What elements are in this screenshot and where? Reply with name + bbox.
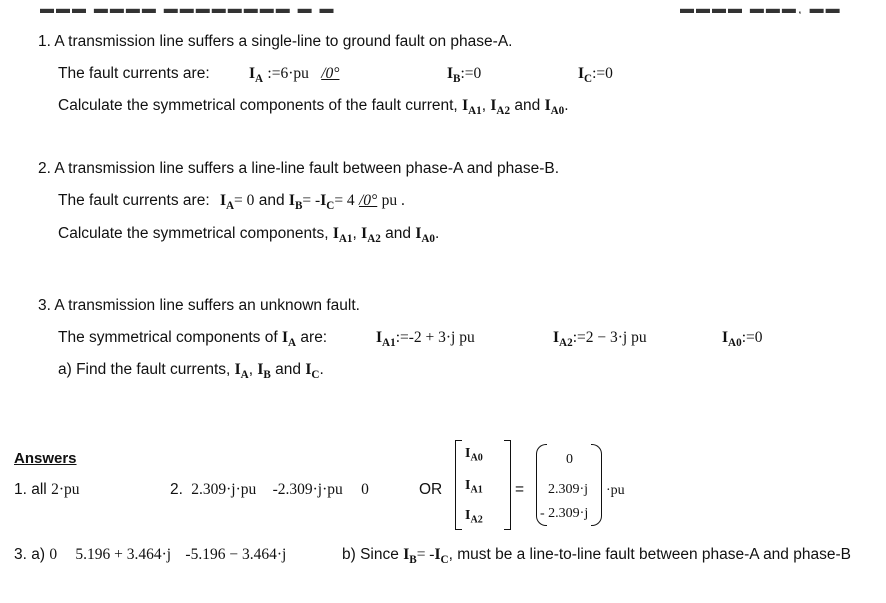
answer-1: 1. all 2·pu: [14, 481, 80, 498]
header-cut-right: ▬▬▬▬ ▬▬▬, ▬▬: [680, 0, 842, 14]
q3-number: 3.: [38, 297, 51, 314]
answers-heading: Answers: [14, 450, 77, 467]
q1-statement: A transmission line suffers a single-line to ground fault on phase-A.: [54, 33, 513, 50]
vector-equals: =: [515, 481, 525, 498]
q2-task: Calculate the symmetrical components, $I_{A1}$, $I_{A2}$ and $I_{A0}$.: [58, 225, 440, 245]
result-row-0: 0: [566, 452, 573, 467]
answer-2: 2. 2.309·j·pu -2.309·j·pu 0: [170, 481, 369, 498]
q1-number: 1.: [38, 33, 51, 50]
q3-ia1: $I_{A1}:=-2 + 3\cdot j$ pu: [376, 329, 475, 349]
q1-ib: $I_B:=0$: [447, 65, 482, 85]
q2-statement-line: [38, 160, 559, 178]
q1-ia: $I_A$ :=6·pu /0°: [249, 65, 340, 85]
q1-statement-line: [38, 33, 512, 51]
q1-currents-label: The fault currents are:: [58, 65, 210, 82]
q1-task: Calculate the symmetrical components of the fault current, $I_{A1}$, $I_{A2}$ and $I_{A0}$.: [58, 97, 569, 117]
result-unit: ·pu: [606, 483, 625, 498]
q1-ic: $I_C:=0$: [578, 65, 613, 85]
answer-3b: b) Since $I_B= -I_C$, must be a line-to-line fault between phase-A and phase-B: [342, 546, 851, 566]
q2-currents: The fault currents are: $I_A= 0$ and $I_B= -I_C= 4$ /0° pu .: [58, 192, 405, 212]
vector-left-bracket: [455, 440, 462, 530]
q3-ia2: $I_{A2}:=2 - 3\cdot j$ pu: [553, 329, 647, 349]
result-row-2: - 2.309·j: [540, 506, 589, 521]
result-right-paren: [591, 444, 602, 526]
answer-3a: 3. a) 0 5.196 + 3.464·j -5.196 − 3.464·j: [14, 546, 287, 563]
q2-number: 2.: [38, 160, 51, 177]
component-vector: [455, 440, 511, 532]
q3-ia0: $I_{A0}:=0$: [722, 329, 763, 349]
header-cut-left: ▬▬▬ ▬▬▬▬ ▬▬▬▬▬▬▬▬ ▬ ▬: [40, 0, 336, 14]
vector-row-a0: $I_{A0}$: [465, 446, 483, 464]
result-row-1: 2.309·j: [548, 482, 589, 497]
q2-statement: A transmission line suffers a line-line fault between phase-A and phase-B.: [54, 160, 560, 177]
q1-ia-angle: /0°: [321, 65, 340, 82]
q3-part-a: a) Find the fault currents, $I_A$, $I_B$ and $I_C$.: [58, 361, 324, 381]
vector-row-a1: $I_{A1}$: [465, 478, 483, 496]
q3-statement-line: [38, 297, 360, 315]
q3-statement: A transmission line suffers an unknown fault.: [54, 297, 360, 314]
q1-ia-value: :=6·pu: [267, 65, 309, 82]
answer-2-or: OR: [419, 481, 443, 498]
vector-row-a2: $I_{A2}$: [465, 508, 483, 526]
q3-components-label: The symmetrical components of $I_A$ are:: [58, 329, 328, 349]
result-vector: [536, 444, 602, 528]
vector-right-bracket: [504, 440, 511, 530]
